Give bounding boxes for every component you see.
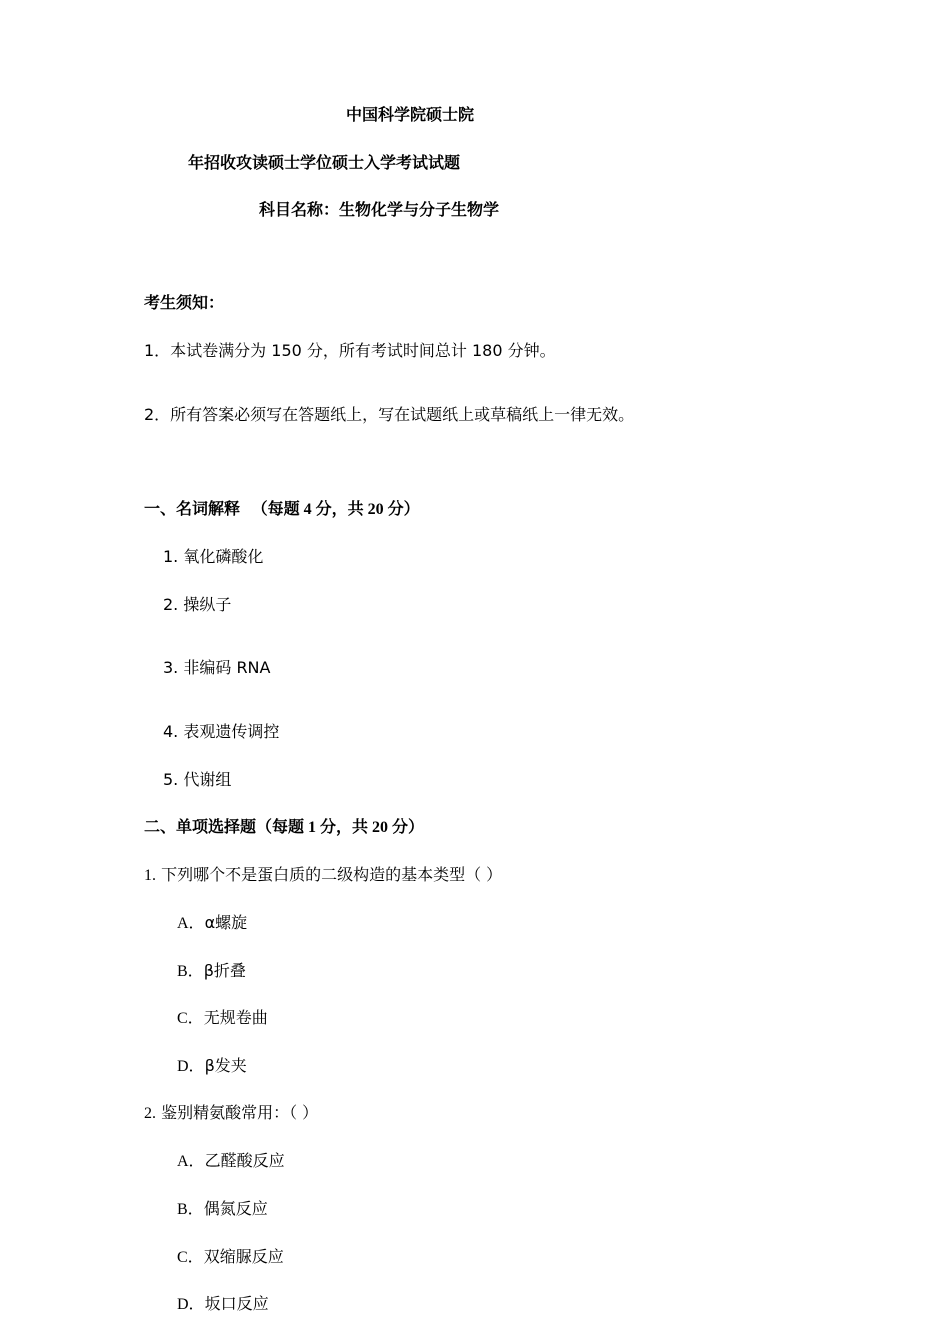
exam-title: 年招收攻读硕士学位硕士入学考试试题: [188, 153, 461, 172]
section2-heading-suffix: （每题 1 分，共 20 分）: [256, 819, 425, 836]
option-letter: A．: [177, 915, 205, 932]
option-text: β折叠: [203, 961, 246, 980]
option: [177, 1197, 268, 1222]
option-text: 无规卷曲: [203, 1008, 268, 1027]
option-letter: A．: [177, 1153, 205, 1170]
section2-heading: [144, 815, 424, 840]
question-number: 2.: [144, 1105, 156, 1122]
option-text: α螺旋: [204, 913, 248, 932]
question-text: 鉴别精氨酸常用：（ ）: [161, 1103, 319, 1122]
question: [144, 1101, 318, 1126]
option-text: 乙醛酸反应: [204, 1151, 285, 1170]
option-text: 偶氮反应: [203, 1199, 268, 1218]
option-letter: C．: [177, 1249, 204, 1266]
term-item: 3. 非编码 RNA: [163, 658, 271, 677]
option: [177, 1006, 268, 1031]
section2-heading-prefix: 二、单项选择题: [144, 817, 257, 836]
option: [177, 1245, 284, 1270]
option: [177, 1149, 285, 1174]
notice-item: 2．所有答案必须写在答题纸上，写在试题纸上或草稿纸上一律无效。: [144, 405, 635, 424]
option-letter: D．: [177, 1296, 205, 1313]
section1-heading-prefix: 一、名词解释: [144, 499, 241, 518]
option-letter: B．: [177, 1201, 204, 1218]
term-item: 5. 代谢组: [163, 770, 232, 789]
institution-title: 中国科学院硕士院: [346, 105, 475, 124]
option-letter: D．: [177, 1058, 205, 1075]
term-item: 2. 操纵子: [163, 595, 232, 614]
option: [177, 1054, 247, 1079]
notice-item: 1．本试卷满分为 150 分，所有考试时间总计 180 分钟。: [144, 341, 556, 360]
option-letter: C．: [177, 1010, 204, 1027]
section1-heading: [144, 497, 420, 522]
option-text: β发夹: [204, 1056, 247, 1075]
option-text: 坂口反应: [204, 1294, 269, 1313]
question-text: 下列哪个不是蛋白质的二级构造的基本类型（ ）: [161, 865, 503, 884]
term-item: 1. 氧化磷酸化: [163, 547, 264, 566]
subject-title: 科目名称：生物化学与分子生物学: [259, 200, 500, 219]
option: [177, 911, 247, 936]
question-number: 1.: [144, 867, 156, 884]
notice-heading: 考生须知：: [144, 293, 225, 312]
option: [177, 959, 246, 984]
option-text: 双缩脲反应: [203, 1247, 284, 1266]
section1-heading-suffix: （每题 4 分，共 20 分）: [251, 501, 420, 518]
term-item: 4. 表观遗传调控: [163, 722, 280, 741]
option-letter: B．: [177, 963, 204, 980]
question: [144, 863, 502, 888]
option: [177, 1292, 269, 1317]
